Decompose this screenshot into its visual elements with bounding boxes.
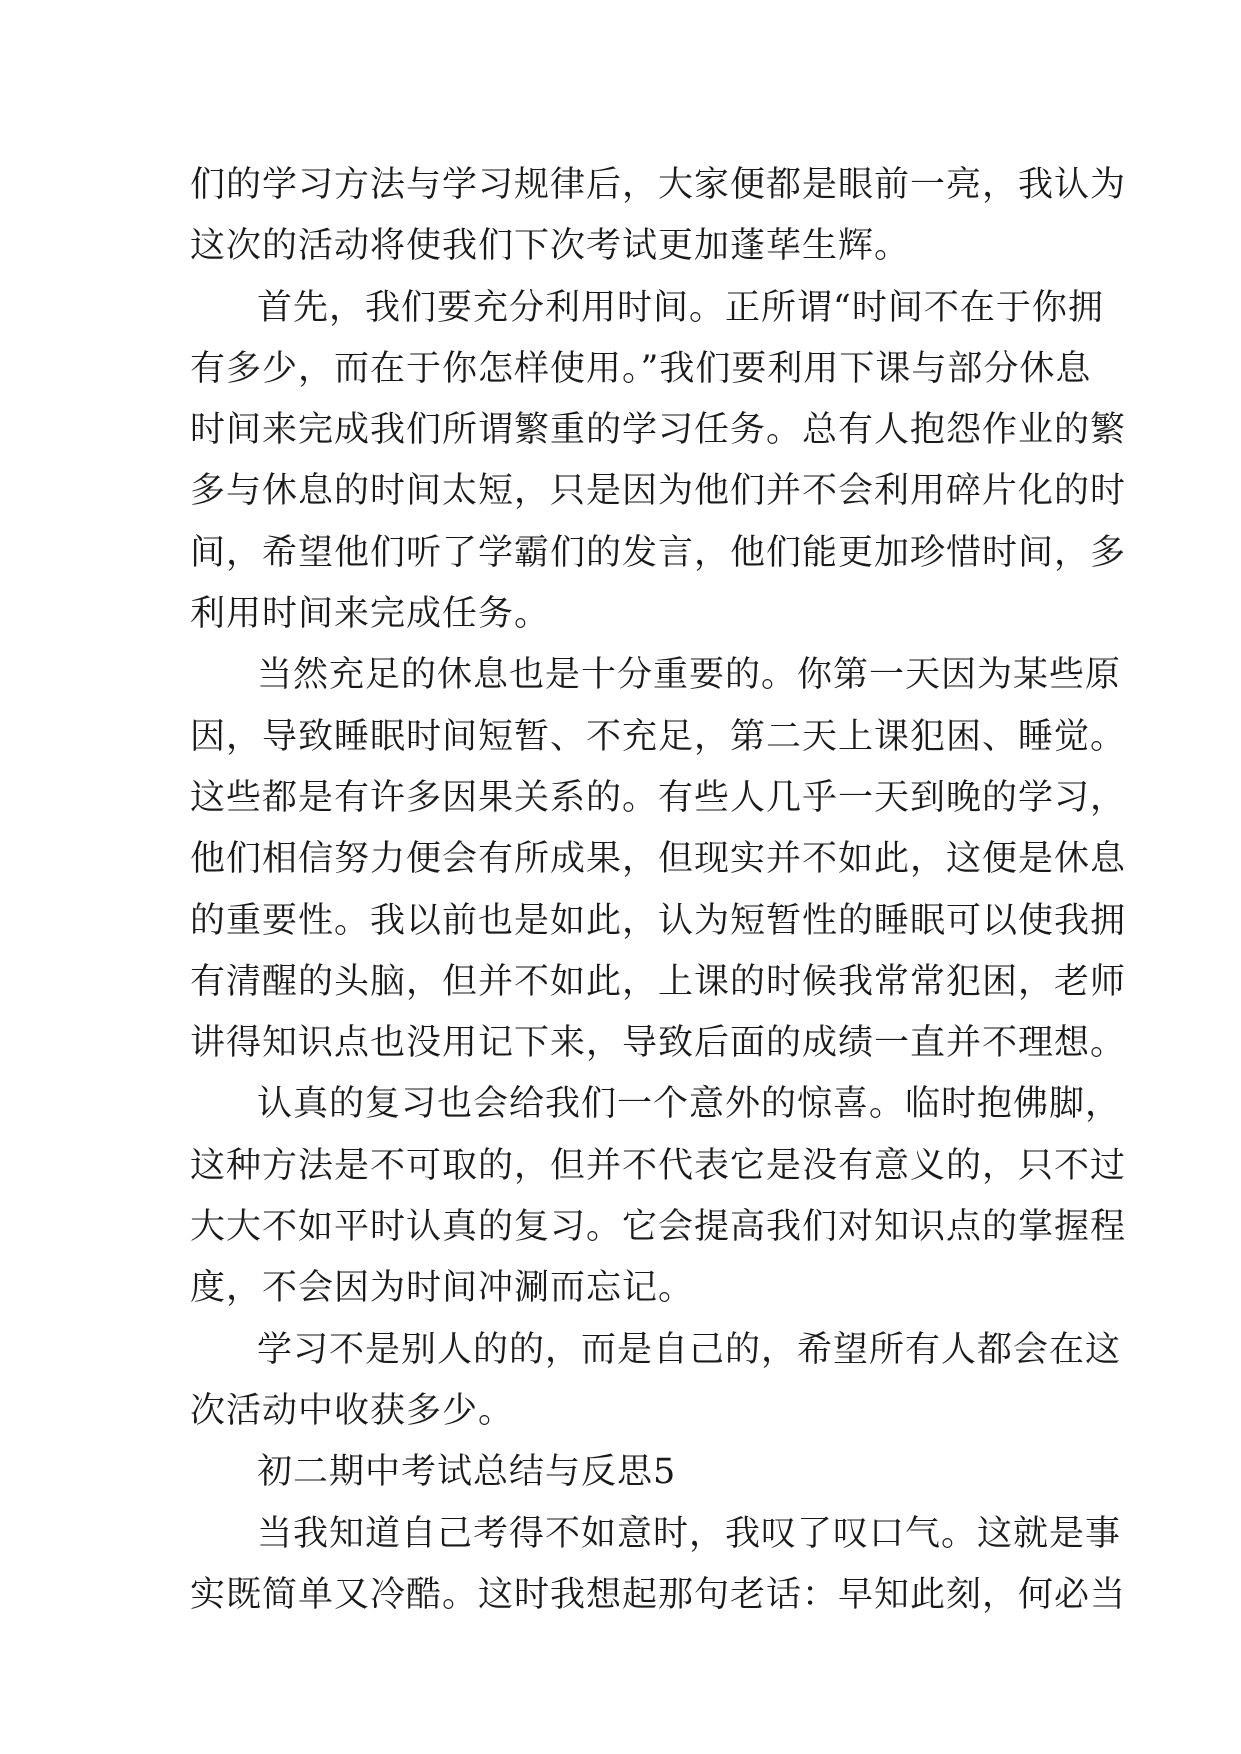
text-line: 次活动中收获多少。 [190, 1390, 515, 1431]
text-line: 他们相信努力便会有所成果，但现实并不如此，这便是休息 [190, 839, 1127, 880]
text-line: 们的学习方法与学习规律后，大家便都是眼前一亮，我认为 [190, 165, 1127, 205]
text-line: 有清醒的头脑，但并不如此，上课的时候我常常犯困，老师 [190, 961, 1127, 1002]
text-line: 间，希望他们听了学霸们的发言，他们能更加珍惜时间，多 [190, 532, 1127, 573]
text-line: 时间来完成我们所谓繁重的学习任务。总有人抱怨作业的繁 [190, 410, 1127, 451]
paragraph-start-line: 当我知道自己考得不如意时，我叹了叹口气。这就是事 [257, 1513, 1122, 1554]
text-line: 这种方法是不可取的，但并不代表它是没有意义的，只不过 [190, 1145, 1127, 1186]
text-line: 多与休息的时间太短，只是因为他们并不会利用碎片化的时 [190, 471, 1127, 512]
text-line: 有多少，而在于你怎样使用。”我们要利用下课与部分休息 [190, 348, 1092, 389]
document-body [190, 155, 1127, 1626]
text-line: 的重要性。我以前也是如此，认为短暂性的睡眠可以使我拥 [190, 900, 1127, 941]
paragraph-start-line: 认真的复习也会给我们一个意外的惊喜。临时抱佛脚， [257, 1084, 1122, 1125]
paragraph-start-line: 学习不是别人的的，而是自己的，希望所有人都会在这 [257, 1329, 1122, 1370]
text-line: 讲得知识点也没用记下来，导致后面的成绩一直并不理想。 [190, 1023, 1127, 1064]
text-line: 利用时间来完成任务。 [190, 594, 551, 635]
paragraph-start-line: 当然充足的休息也是十分重要的。你第一天因为某些原 [257, 655, 1122, 696]
text-line: 度，不会因为时间冲涮而忘记。 [190, 1268, 695, 1309]
paragraph-start-line: 首先，我们要充分利用时间。正所谓“时间不在于你拥 [257, 287, 1104, 328]
text-line: 这些都是有许多因果关系的。有些人几乎一天到晚的学习， [190, 777, 1127, 818]
section-heading: 初二期中考试总结与反思5 [257, 1452, 677, 1493]
text-line: 大大不如平时认真的复习。它会提高我们对知识点的掌握程 [190, 1207, 1127, 1248]
text-line: 这次的活动将使我们下次考试更加蓬荜生辉。 [190, 226, 911, 267]
text-line: 因，导致睡眠时间短暂、不充足，第二天上课犯困、睡觉。 [190, 716, 1127, 757]
text-line: 实既简单又冷酷。这时我想起那句老话：早知此刻，何必当 [190, 1574, 1127, 1615]
